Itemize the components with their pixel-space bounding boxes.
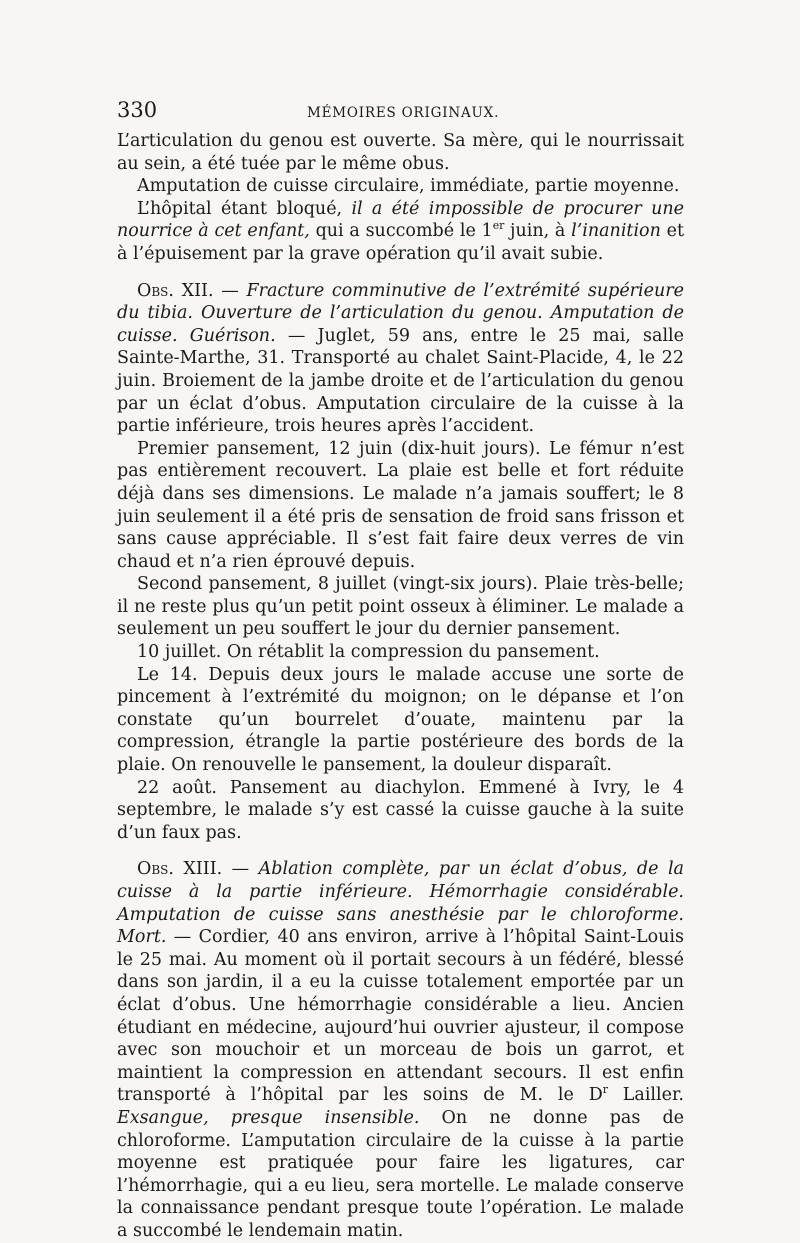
paragraph [117,280,684,438]
text-run: Le 14. Depuis deux jours le malade accuse une sorte de pincement à l’extrémité du moignon; on le dépanse et l’on constate qu’un bourrelet d’ouate, maintenu par la compression, étrangle la partie postérieure des bords de la plaie. On renouvelle le pansement, la douleur disparaît. [117,664,684,776]
text-run: — Juglet, 59 ans, entre le 25 mai, salle Sainte-Marthe, 31. Transporté au chalet Saint-Placide, 4, le 22 juin. Broiement de la jambe droite et de l’articulation du genou par un éclat d’obus. Amputation circulaire de la cuisse à la partie inférieure, trois heures après l’accident. [117,325,684,437]
text-run: . XIII. — [168,859,259,880]
superscript-text: er [492,219,505,233]
paragraph [117,198,684,266]
italic-text: l’inanition [571,221,661,242]
text-run: L’articulation du genou est ouverte. Sa mère, qui le nourrissait au sein, a été tuée par le même obus. [117,131,684,174]
observation-label: Obs [137,280,169,301]
page-number: 330 [117,98,158,122]
paragraph [117,438,684,574]
page-header [117,98,684,130]
text-run: On ne donne pas de chloroforme. L’amputation circulaire de la cuisse à la partie moyenne est pratiquée pour faire les ligatures, car l’hémorrhagie, qui a eu lieu, sera mortelle. Le malade conserve la connaissance pendant presque toute l’opération. Le malade a succombé le lendemain matin. [117,1107,684,1241]
paragraph [117,777,684,845]
superscript-text: r [602,1083,608,1097]
italic-text: Fracture comminutive de l’extrémité supérieure du tibia. Ouverture de l’articulation du genou. Amputation de cuisse. Guérison. [117,280,684,346]
italic-text: il a été impossible de procurer une nourrice à cet enfant, [117,198,684,242]
paragraph [117,175,684,198]
italic-text: Ablation complète, par un éclat d’obus, de la cuisse à la partie inférieure. Hémorrhagie considérable. Amputation de cuisse sans anesthésie par le chloroforme. Mort. [117,859,684,948]
text-run: . XII. — [168,280,247,301]
text-run: qui a succombé le 1 [309,221,493,242]
text-run: Second pansement, 8 juillet (vingt-six jours). Plaie très-belle; il ne reste plus qu’un petit point osseux à éliminer. Le malade a seulement un peu souffert le jour du dernier pansement. [117,574,684,640]
paragraph [117,664,684,777]
text-run: Lailler. [607,1085,684,1106]
paragraph [117,641,684,664]
body-text [117,130,684,1243]
paragraph [117,858,684,1242]
text-run: 22 août. Pansement au diachylon. Emmené à Ivry, le 4 septembre, le malade s’y est cassé la cuisse gauche à la suite d’un faux pas. [117,777,684,843]
text-run: 10 juillet. On rétablit la compression du pansement. [137,642,600,663]
observation-label: Obs [137,859,169,880]
paragraph [117,573,684,641]
text-run: Amputation de cuisse circulaire, immédiate, partie moyenne. [137,176,680,197]
italic-text: Exsangue, presque insensible. [117,1107,420,1128]
paragraph [117,130,684,175]
text-run: Premier pansement, 12 juin (dix-huit jours). Le fémur n’est pas entièrement recouvert. La plaie est belle et fort réduite déjà dans ses dimensions. Le malade n’a jamais souffert; le 8 juin seulement il a été pris de sensation de froid sans frisson et sans cause appréciable. Il s’est fait faire deux verres de vin chaud et n’a rien éprouvé depuis. [117,438,684,572]
text-run: juin, à [504,221,572,242]
text-run: L’hôpital étant bloqué, [137,198,352,219]
text-run: — Cordier, 40 ans environ, arrive à l’hôpital Saint-Louis le 25 mai. Au moment où il portait secours à un fédéré, blessé dans son jardin, il a eu la cuisse totalement emportée par un éclat d’obus. Une hémorrhagie considérable a lieu. Ancien étudiant en médecine, aujourd’hui ouvrier ajusteur, il compose avec son mouchoir et un morceau de bois un garrot, et maintient la compression en attendant secours. Il est enfin transporté à l’hôpital par les soins de M. le D [117,927,684,1106]
text-run: et à l’épuisement par la grave opération qu’il avait subie. [117,221,684,264]
running-head: MÉMOIRES ORIGINAUX. [307,105,500,121]
